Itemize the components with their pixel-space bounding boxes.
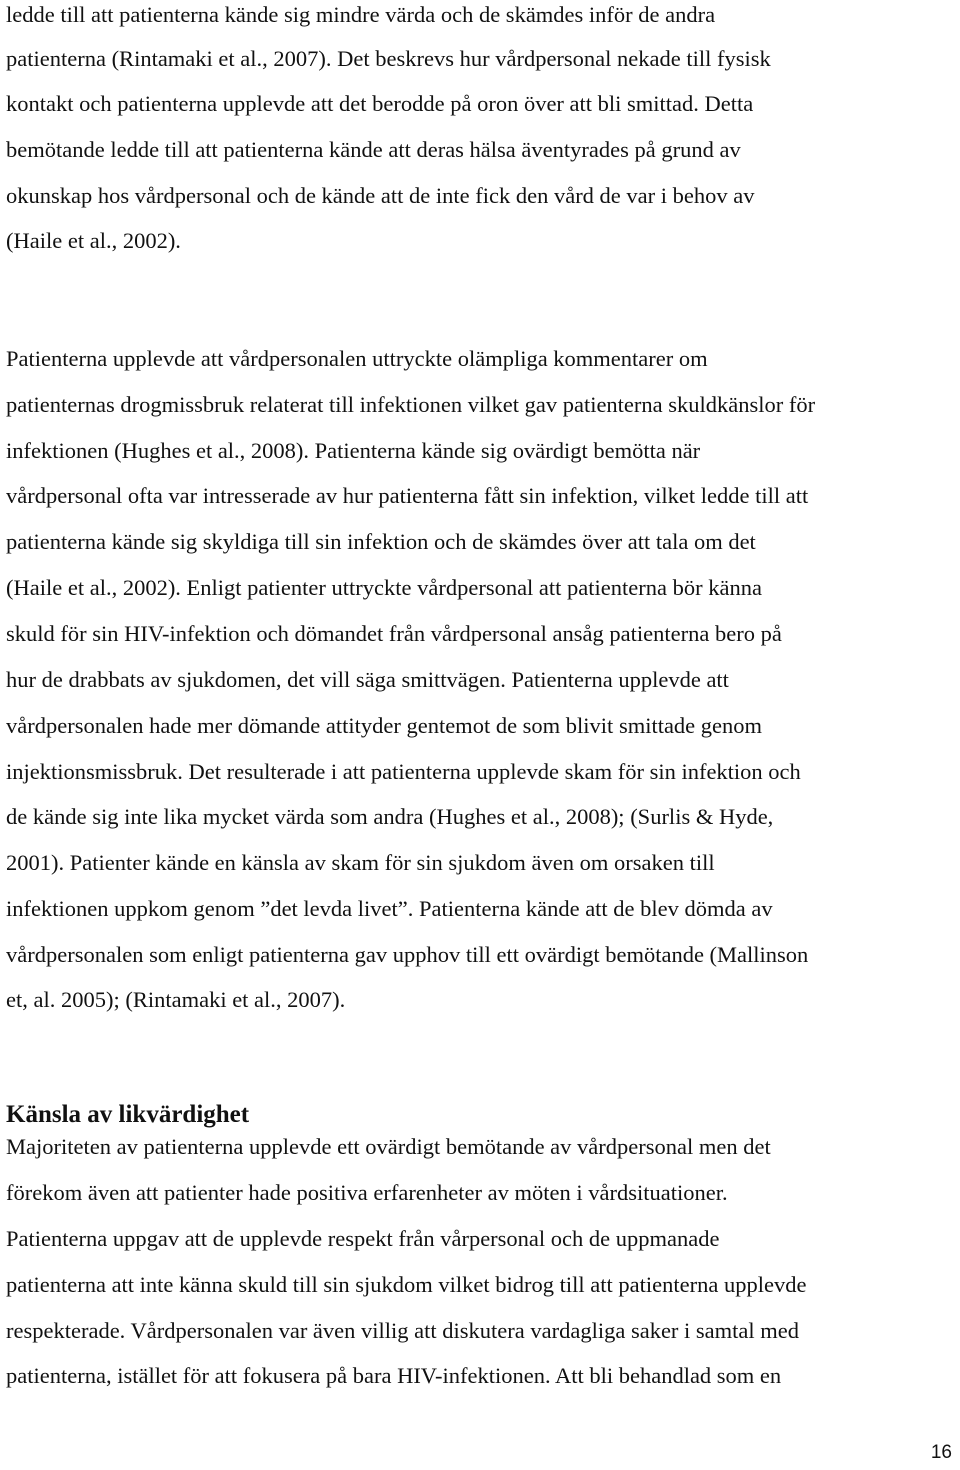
text-line: infektionen uppkom genom ”det levda livet”. Patienterna kände att de blev dömda av <box>6 896 773 921</box>
text-line: Patienterna upplevde att vårdpersonalen uttryckte olämpliga kommentarer om <box>6 346 708 371</box>
section-heading: Känsla av likvärdighet <box>6 1101 250 1128</box>
page-number: 16 <box>930 1442 952 1463</box>
text-line: de kände sig inte lika mycket värda som andra (Hughes et al., 2008); (Surlis & Hyde, <box>6 804 774 829</box>
text-line: bemötande ledde till att patienterna kände att deras hälsa äventyrades på grund av <box>6 137 741 162</box>
text-line: okunskap hos vårdpersonal och de kände att de inte fick den vård de var i behov av <box>6 183 755 208</box>
text-line: Patienterna uppgav att de upplevde respekt från vårpersonal och de uppmanade <box>6 1226 720 1251</box>
text-line: hur de drabbats av sjukdomen, det vill säga smittvägen. Patienterna upplevde att <box>6 667 729 692</box>
text-line: patienternas drogmissbruk relaterat till infektionen vilket gav patienterna skuldkänslor för <box>6 392 816 417</box>
text-line: skuld för sin HIV-infektion och dömandet från vårdpersonal ansåg patienterna bero på <box>6 621 782 646</box>
text-line: vårdpersonal ofta var intresserade av hur patienterna fått sin infektion, vilket ledde till att <box>6 483 809 508</box>
text-line: (Haile et al., 2002). Enligt patienter uttryckte vårdpersonal att patienterna bör känna <box>6 575 762 600</box>
text-line: Majoriteten av patienterna upplevde ett ovärdigt bemötande av vårdpersonal men det <box>6 1134 771 1159</box>
text-line: patienterna kände sig skyldiga till sin infektion och de skämdes över att tala om det <box>6 529 756 554</box>
text-line: patienterna, istället för att fokusera på bara HIV-infektionen. Att bli behandlad som en <box>6 1363 782 1388</box>
text-line: (Haile et al., 2002). <box>6 228 181 253</box>
text-line: vårdpersonalen hade mer dömande attityder gentemot de som blivit smittade genom <box>6 713 763 738</box>
text-line: injektionsmissbruk. Det resulterade i att patienterna upplevde skam för sin infektion och <box>6 759 801 784</box>
text-line: vårdpersonalen som enligt patienterna gav upphov till ett ovärdigt bemötande (Mallinson <box>6 942 809 967</box>
text-line: patienterna (Rintamaki et al., 2007). Det beskrevs hur vårdpersonal nekade till fysisk <box>6 46 771 71</box>
text-line: et, al. 2005); (Rintamaki et al., 2007). <box>6 987 346 1012</box>
text-line: förekom även att patienter hade positiva erfarenheter av möten i vårdsituationer. <box>6 1180 728 1205</box>
text-line: patienterna att inte känna skuld till sin sjukdom vilket bidrog till att patienterna upplevde <box>6 1272 807 1297</box>
document-page <box>6 0 960 1470</box>
text-line: kontakt och patienterna upplevde att det berodde på oron över att bli smittad. Detta <box>6 91 754 116</box>
text-line: infektionen (Hughes et al., 2008). Patienterna kände sig ovärdigt bemötta när <box>6 438 701 463</box>
text-line: 2001). Patienter kände en känsla av skam för sin sjukdom även om orsaken till <box>6 850 715 875</box>
text-line: ledde till att patienterna kände sig mindre värda och de skämdes inför de andra <box>6 2 716 27</box>
text-line: respekterade. Vårdpersonalen var även villig att diskutera vardagliga saker i samtal med <box>6 1318 800 1343</box>
